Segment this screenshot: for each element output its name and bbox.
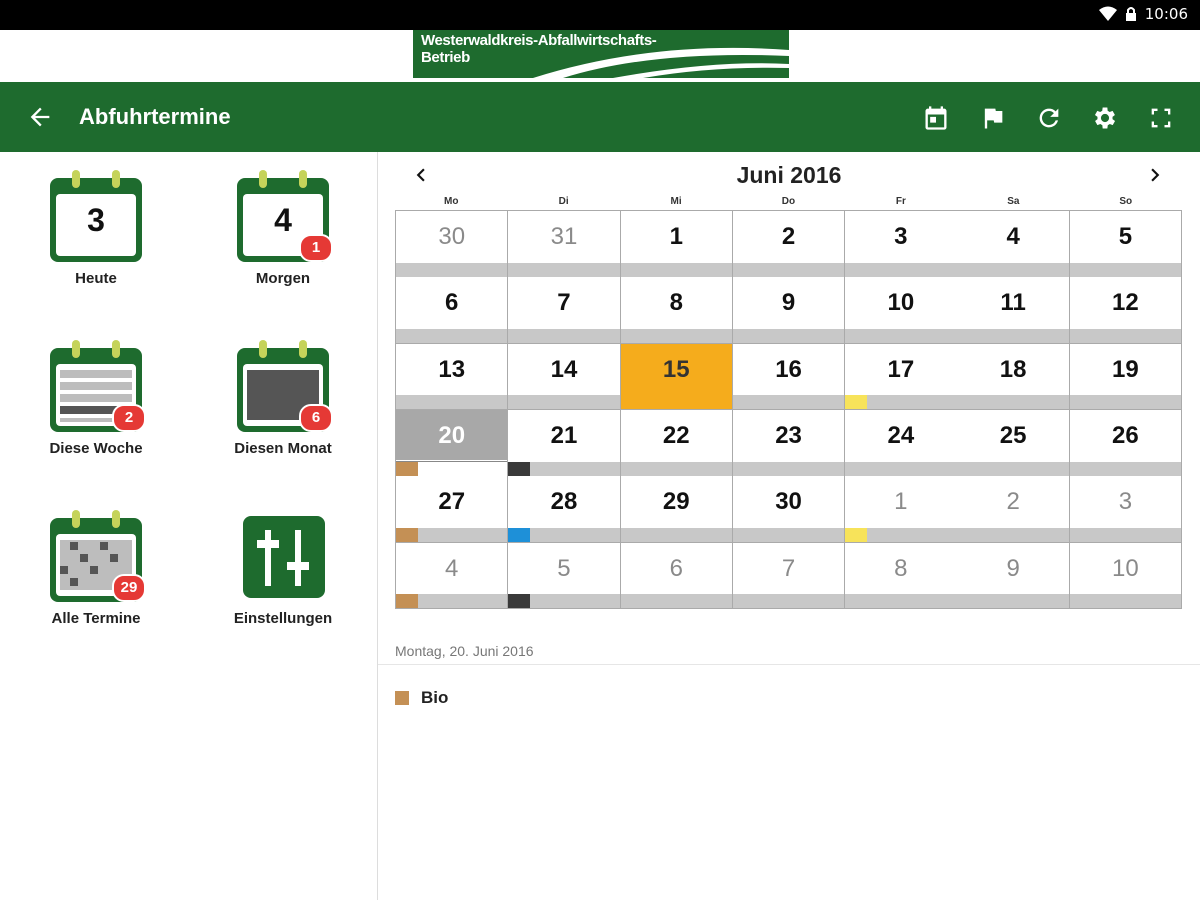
event-bar	[1070, 594, 1181, 608]
logo-line-1: Westerwaldkreis-Abfallwirtschafts-	[421, 32, 657, 49]
day-number: 19	[1112, 355, 1139, 383]
calendar-day-cell[interactable]	[957, 410, 1069, 477]
sliders-icon	[235, 510, 331, 606]
tile-label: Alle Termine	[51, 610, 141, 627]
day-number: 18	[999, 355, 1027, 383]
day-number: 5	[1118, 223, 1133, 250]
day-number: 31	[550, 223, 578, 250]
calendar-day-cell[interactable]	[621, 211, 733, 278]
flag-icon[interactable]	[979, 104, 1007, 132]
tile-alle-termine[interactable]	[26, 510, 166, 627]
calendar-day-cell[interactable]	[845, 543, 957, 610]
day-number: 29	[662, 488, 690, 516]
event-bar	[957, 462, 1068, 476]
page-title: Abfuhrtermine	[79, 104, 231, 129]
waste-marker	[396, 528, 418, 542]
calendar-day-cell[interactable]	[733, 476, 845, 543]
app-toolbar	[0, 82, 1200, 152]
day-number: 9	[781, 289, 796, 317]
calendar-day-cell[interactable]	[957, 476, 1069, 543]
calendar-day-cell[interactable]	[957, 211, 1069, 278]
tile-label: Einstellungen	[233, 610, 333, 627]
event-bar	[733, 528, 844, 542]
day-number: 1	[669, 223, 683, 250]
day-number: 5	[557, 554, 571, 582]
calendar-month-icon	[235, 340, 331, 436]
tile-number: 4	[274, 202, 292, 238]
count-badge: 1	[299, 234, 333, 262]
event-bar	[1070, 528, 1181, 542]
month-navigation	[378, 152, 1200, 196]
tile-label: Diese Woche	[49, 440, 143, 457]
calendar-grid	[395, 210, 1182, 609]
calendar-day-cell[interactable]	[1070, 410, 1182, 477]
day-number: 30	[438, 223, 466, 250]
waste-marker	[845, 395, 867, 409]
calendar-day-cell[interactable]	[621, 277, 733, 344]
event-bar	[1070, 462, 1181, 476]
day-number: 24	[887, 422, 915, 449]
day-number: 8	[669, 289, 683, 317]
day-number: 15	[662, 355, 690, 383]
status-icons	[1099, 5, 1188, 23]
event-bar	[1070, 329, 1181, 343]
arrow-left-icon[interactable]	[26, 103, 54, 131]
event-bar	[396, 329, 507, 343]
wab-logo	[413, 30, 789, 78]
fullscreen-icon[interactable]	[1147, 104, 1175, 132]
count-badge: 29	[112, 574, 146, 602]
calendar-day-cell[interactable]	[733, 410, 845, 477]
weekday-header	[395, 196, 1182, 210]
calendar-day-cell[interactable]	[508, 344, 620, 411]
weekday-label: Do	[781, 196, 796, 207]
count-badge: 2	[112, 404, 146, 432]
tile-label: Heute	[75, 270, 117, 287]
calendar-day-cell[interactable]	[957, 344, 1069, 411]
event-bar	[957, 594, 1068, 608]
calendar-day-cell[interactable]	[396, 277, 508, 344]
event-bar	[845, 462, 956, 476]
day-number: 14	[550, 355, 578, 383]
logo-line-2: Betrieb	[421, 49, 470, 66]
event-bar	[621, 462, 732, 476]
refresh-icon[interactable]	[1035, 104, 1063, 132]
day-number: 13	[438, 355, 466, 383]
event-bar	[957, 395, 1068, 409]
tile-label: Diesen Monat	[234, 440, 332, 457]
lock-icon	[1125, 6, 1137, 22]
day-number: 28	[550, 488, 578, 516]
day-number: 25	[999, 422, 1027, 449]
waste-type-label: Bio	[421, 688, 449, 707]
calendar-day-cell[interactable]	[508, 277, 620, 344]
waste-marker	[845, 528, 867, 542]
tile-diesen-monat[interactable]	[213, 340, 353, 457]
waste-marker	[396, 594, 418, 608]
calendar-day-cell[interactable]	[957, 277, 1069, 344]
event-bar	[733, 594, 844, 608]
tile-number: 3	[87, 202, 105, 238]
weekday-label: So	[1119, 196, 1133, 207]
calendar-day-cell[interactable]	[621, 410, 733, 477]
event-bar	[621, 528, 732, 542]
event-bar	[733, 462, 844, 476]
calendar-week-icon	[48, 340, 144, 436]
calendar-day-cell[interactable]	[733, 344, 845, 411]
calendar-day-cell[interactable]	[1070, 277, 1182, 344]
weekday-label: Di	[558, 196, 569, 207]
calendar-day-cell[interactable]	[845, 211, 957, 278]
event-bar	[845, 329, 956, 343]
event-bar	[733, 263, 844, 277]
calendar-day-cell[interactable]	[396, 476, 508, 543]
calendar-day-cell[interactable]	[396, 410, 508, 477]
day-number: 27	[438, 488, 466, 516]
event-bar	[957, 329, 1068, 343]
calendar-day-cell[interactable]	[508, 410, 620, 477]
wifi-icon	[1099, 6, 1117, 22]
calendar-day-cell[interactable]	[845, 277, 957, 344]
waste-marker	[508, 528, 530, 542]
event-bar	[845, 263, 956, 277]
event-bar	[508, 263, 619, 277]
calendar-day-cell[interactable]	[733, 543, 845, 610]
calendar-day-cell[interactable]	[508, 211, 620, 278]
calendar-day-cell[interactable]	[733, 211, 845, 278]
event-bar	[957, 528, 1068, 542]
calendar-today-icon[interactable]	[922, 104, 950, 132]
calendar-day-icon	[235, 170, 331, 266]
event-bar	[396, 263, 507, 277]
calendar-day-cell[interactable]	[845, 344, 957, 411]
tile-morgen[interactable]	[213, 170, 353, 287]
tile-label: Morgen	[255, 270, 311, 287]
day-number: 6	[445, 289, 459, 317]
calendar-day-cell[interactable]	[1070, 543, 1182, 610]
month-title: Juni 2016	[736, 162, 842, 188]
event-bar	[396, 395, 507, 409]
calendar-day-cell[interactable]	[508, 476, 620, 543]
waste-type-color	[395, 691, 409, 705]
day-number: 22	[662, 422, 690, 449]
tile-heute[interactable]	[26, 170, 166, 287]
day-number: 16	[775, 355, 802, 383]
calendar-day-cell[interactable]	[733, 277, 845, 344]
shortcut-panel	[0, 152, 378, 900]
event-bar	[957, 263, 1068, 277]
event-bar	[1070, 263, 1181, 277]
day-number: 23	[775, 422, 802, 449]
day-number: 9	[1006, 554, 1020, 582]
day-number: 3	[1118, 488, 1133, 516]
day-number: 30	[775, 488, 802, 516]
day-number: 10	[1112, 554, 1139, 582]
tile-einstellungen[interactable]	[213, 510, 353, 627]
waste-marker	[508, 462, 530, 476]
day-number: 26	[1112, 422, 1139, 449]
calendar-day-cell[interactable]	[508, 543, 620, 610]
event-bar	[621, 329, 732, 343]
calendar-day-cell[interactable]	[621, 543, 733, 610]
calendar-day-cell[interactable]	[1070, 211, 1182, 278]
event-bar	[621, 263, 732, 277]
waste-marker	[508, 594, 530, 608]
weekday-label: Fr	[895, 196, 906, 207]
list-item[interactable]	[395, 688, 448, 708]
event-bar	[621, 594, 732, 608]
day-number: 6	[669, 554, 683, 582]
day-number: 7	[781, 554, 796, 582]
event-bar	[508, 395, 619, 409]
day-number: 1	[894, 488, 908, 516]
weekday-label: Sa	[1007, 196, 1020, 207]
clock-time: 10:06	[1144, 5, 1188, 23]
event-bar	[733, 329, 844, 343]
calendar-day-cell[interactable]	[621, 344, 733, 411]
day-number: 4	[445, 554, 459, 582]
calendar-all-icon	[48, 510, 144, 606]
calendar-day-cell[interactable]	[1070, 344, 1182, 411]
calendar-day-cell[interactable]	[396, 543, 508, 610]
day-number: 2	[781, 223, 796, 250]
waste-marker	[396, 462, 418, 476]
calendar-day-icon	[48, 170, 144, 266]
day-number: 3	[894, 223, 908, 250]
weekday-label: Mi	[670, 196, 682, 207]
calendar-day-cell[interactable]	[396, 344, 508, 411]
day-number: 8	[894, 554, 908, 582]
day-number: 7	[557, 289, 571, 317]
count-badge: 6	[299, 404, 333, 432]
selected-date: Montag, 20. Juni 2016	[395, 643, 534, 659]
day-number: 20	[438, 422, 466, 449]
chevron-right-icon[interactable]	[1142, 162, 1168, 188]
day-number: 11	[1000, 289, 1026, 317]
calendar-day-cell[interactable]	[845, 476, 957, 543]
day-number: 17	[887, 355, 915, 383]
status-bar	[0, 0, 1200, 30]
event-bar	[508, 329, 619, 343]
settings-icon[interactable]	[1091, 104, 1119, 132]
calendar-day-cell[interactable]	[1070, 476, 1182, 543]
calendar-day-cell[interactable]	[396, 211, 508, 278]
event-bar	[845, 594, 956, 608]
day-number: 2	[1006, 488, 1020, 516]
event-bar	[1070, 395, 1181, 409]
divider	[378, 664, 1200, 665]
tile-diese-woche[interactable]	[26, 340, 166, 457]
day-number: 4	[1006, 223, 1020, 250]
day-number: 12	[1112, 289, 1139, 317]
calendar-day-cell[interactable]	[621, 476, 733, 543]
weekday-label: Mo	[443, 196, 459, 207]
event-bar	[733, 395, 844, 409]
banner	[0, 30, 1200, 82]
calendar-day-cell[interactable]	[845, 410, 957, 477]
calendar-day-cell[interactable]	[957, 543, 1069, 610]
day-number: 21	[550, 422, 578, 449]
day-number: 10	[887, 289, 915, 317]
